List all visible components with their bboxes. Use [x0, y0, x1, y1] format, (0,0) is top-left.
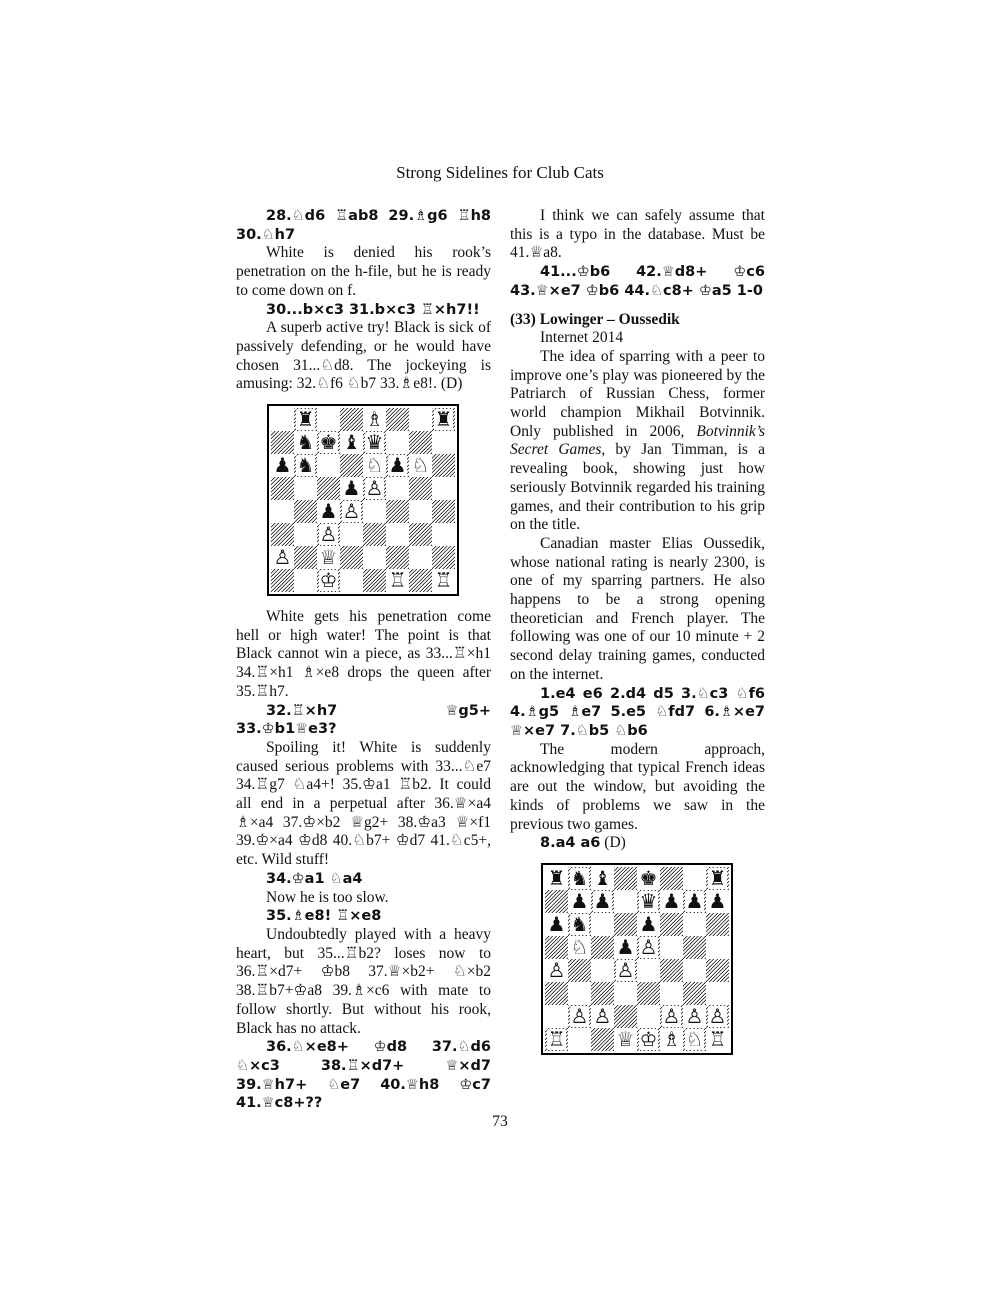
chess-piece-icon: ♟ — [616, 934, 635, 959]
board-square — [706, 890, 729, 913]
chess-piece-icon: ♙ — [273, 545, 292, 570]
board-square — [683, 982, 706, 1005]
chess-piece-icon: ♖ — [547, 1026, 566, 1051]
board-square — [271, 477, 294, 500]
chess-piece-icon: ♕ — [319, 545, 338, 570]
chess-piece-icon: ♛ — [365, 430, 384, 455]
board-square — [432, 454, 455, 477]
board-square — [294, 523, 317, 546]
board-square — [386, 546, 409, 569]
chess-piece-icon: ♔ — [319, 568, 338, 593]
board-square — [568, 1005, 591, 1028]
board-square — [591, 936, 614, 959]
chess-piece-icon: ♙ — [662, 1003, 681, 1028]
board-square — [568, 959, 591, 982]
commentary-paragraph: I think we can safely assume that this is a typo in the database. Must be 41.♕a8. — [510, 207, 765, 262]
board-square — [614, 890, 637, 913]
board-square — [317, 454, 340, 477]
board-square — [432, 408, 455, 431]
board-square — [409, 500, 432, 523]
chess-piece-icon: ♙ — [593, 1003, 612, 1028]
chess-piece-icon: ♚ — [639, 865, 658, 890]
board-square — [363, 546, 386, 569]
board-square — [363, 500, 386, 523]
board-square — [568, 913, 591, 936]
chess-piece-icon: ♟ — [685, 888, 704, 913]
book-title: Botvinnik’s Secret Games — [510, 422, 765, 459]
chess-piece-icon: ♟ — [388, 453, 407, 478]
board-square — [614, 959, 637, 982]
chess-piece-icon: ♘ — [411, 453, 430, 478]
board-square — [568, 890, 591, 913]
chess-piece-icon: ♙ — [547, 957, 566, 982]
chess-piece-icon: ♟ — [708, 888, 727, 913]
board-square — [660, 936, 683, 959]
chess-piece-icon: ♕ — [616, 1026, 635, 1051]
board-square — [660, 1028, 683, 1051]
board-square — [386, 500, 409, 523]
board-square — [409, 454, 432, 477]
board-square — [706, 867, 729, 890]
commentary-paragraph: Canadian master Elias Oussedik, whose national rating is nearly 2300, is one of my sparring partners. He also happens to be a strong opening theoretician and French player. The following was one of our 10 minute + 2 second delay training games, conducted on the internet. — [510, 534, 765, 683]
board-square — [660, 959, 683, 982]
chess-piece-icon: ♔ — [639, 1026, 658, 1051]
board-square — [271, 454, 294, 477]
board-square — [271, 569, 294, 592]
board-square — [637, 1028, 660, 1051]
board-square — [294, 546, 317, 569]
commentary-paragraph: White gets his penetration come hell or high water! The point is that Black cannot win a piece, as 33...♖×h1 34.♖×h1 ♗×e8 drops the queen after 35.♖h7. — [236, 608, 491, 700]
board-square — [340, 477, 363, 500]
game-event: Internet 2014 — [540, 329, 624, 347]
board-square — [432, 523, 455, 546]
page-number: 73 — [492, 1113, 508, 1130]
board-square — [386, 523, 409, 546]
chess-piece-icon: ♗ — [662, 1026, 681, 1051]
board-square — [271, 500, 294, 523]
board-square — [271, 431, 294, 454]
board-square — [409, 408, 432, 431]
board-square — [409, 546, 432, 569]
board-square — [614, 1028, 637, 1051]
chess-piece-icon: ♞ — [296, 453, 315, 478]
board-square — [545, 959, 568, 982]
game-heading: (33) Lowinger – Oussedik — [510, 310, 680, 328]
board-square — [660, 890, 683, 913]
chess-piece-icon: ♟ — [570, 888, 589, 913]
board-square — [568, 1028, 591, 1051]
chess-piece-icon: ♙ — [365, 476, 384, 501]
board-square — [340, 454, 363, 477]
board-square — [568, 936, 591, 959]
move-text: 8.a4 a6 — [540, 835, 601, 852]
commentary-paragraph — [510, 348, 765, 535]
board-square — [683, 913, 706, 936]
chess-board — [267, 404, 459, 596]
board-square — [706, 1028, 729, 1051]
board-square — [706, 936, 729, 959]
chess-piece-icon: ♝ — [593, 865, 612, 890]
board-square — [591, 959, 614, 982]
board-square — [386, 569, 409, 592]
board-square — [317, 500, 340, 523]
board-square — [614, 982, 637, 1005]
chess-piece-icon: ♟ — [593, 888, 612, 913]
right-column — [510, 207, 765, 1067]
board-square — [591, 890, 614, 913]
board-square — [340, 408, 363, 431]
chess-piece-icon: ♙ — [685, 1003, 704, 1028]
board-square — [340, 431, 363, 454]
board-square — [637, 959, 660, 982]
board-square — [432, 546, 455, 569]
move-line: 32.♖×h7 ♕g5+ 33.♔b1♕e3? — [236, 702, 491, 738]
move-line: 36.♘×e8+ ♔d8 37.♘d6 ♘×c3 38.♖×d7+ ♕×d7 39.♕h7+ ♘e7 40.♕h8 ♔c7 41.♕c8+?? — [236, 1039, 491, 1112]
board-square — [294, 569, 317, 592]
board-square — [545, 936, 568, 959]
chess-piece-icon: ♗ — [365, 407, 384, 432]
board-square — [386, 477, 409, 500]
board-square — [706, 1005, 729, 1028]
board-square — [409, 523, 432, 546]
board-square — [432, 431, 455, 454]
chess-piece-icon: ♜ — [296, 407, 315, 432]
move-line — [510, 834, 765, 853]
board-square — [637, 867, 660, 890]
board-square — [545, 1028, 568, 1051]
board-square — [545, 890, 568, 913]
chess-piece-icon: ♙ — [319, 522, 338, 547]
board-square — [294, 431, 317, 454]
board-square — [271, 523, 294, 546]
board-square — [545, 982, 568, 1005]
board-square — [568, 867, 591, 890]
board-square — [271, 408, 294, 431]
chess-piece-icon: ♜ — [434, 407, 453, 432]
board-square — [591, 1028, 614, 1051]
commentary-paragraph: Now he is too slow. — [266, 888, 389, 906]
chess-piece-icon: ♘ — [570, 934, 589, 959]
chess-diagram — [236, 404, 491, 596]
board-square — [363, 523, 386, 546]
board-square — [409, 477, 432, 500]
chess-piece-icon: ♙ — [570, 1003, 589, 1028]
chess-piece-icon: ♝ — [342, 430, 361, 455]
chess-piece-icon: ♟ — [547, 911, 566, 936]
board-square — [432, 477, 455, 500]
board-square — [614, 913, 637, 936]
diagram-marker: (D) — [600, 834, 626, 852]
text-run: , by Jan Timman, is a revealing book, showing just how seriously Botvinnik regarded his training games, and their contribution to his grip on the title. — [510, 441, 766, 534]
board-square — [637, 1005, 660, 1028]
board-square — [317, 431, 340, 454]
board-square — [660, 982, 683, 1005]
commentary-paragraph: A superb active try! Black is sick of passively defending, or he would have chosen 31...♘d8. The jockeying is amusing: 32.♘f6 ♘b7 33.♗e8!. (D) — [236, 319, 491, 393]
board-square — [683, 936, 706, 959]
board-square — [683, 1005, 706, 1028]
board-square — [340, 546, 363, 569]
chess-piece-icon: ♙ — [639, 934, 658, 959]
chess-piece-icon: ♙ — [616, 957, 635, 982]
chess-piece-icon: ♘ — [365, 453, 384, 478]
board-square — [317, 523, 340, 546]
board-square — [409, 431, 432, 454]
board-square — [660, 867, 683, 890]
move-line: 35.♗e8! ♖×e8 — [266, 908, 382, 925]
chess-piece-icon: ♘ — [685, 1026, 704, 1051]
chess-piece-icon: ♙ — [342, 499, 361, 524]
chess-piece-icon: ♜ — [547, 865, 566, 890]
board-square — [614, 1005, 637, 1028]
board-square — [545, 1005, 568, 1028]
board-square — [363, 569, 386, 592]
board-square — [409, 569, 432, 592]
board-square — [591, 982, 614, 1005]
board-square — [660, 913, 683, 936]
board-square — [317, 477, 340, 500]
board-square — [294, 500, 317, 523]
move-line: 28.♘d6 ♖ab8 29.♗g6 ♖h8 30.♘h7 — [236, 208, 491, 243]
text-run: The idea of sparring with a peer to improve one’s play was pioneered by the Patriarch of Russian Chess, former world champion Mikhail Botvinnik. Only published in 2006, — [510, 347, 765, 440]
chess-piece-icon: ♖ — [708, 1026, 727, 1051]
move-line: 1.e4 e6 2.d4 d5 3.♘c3 ♘f6 4.♗g5 ♗e7 5.e5 ♘fd7 6.♗×e7 ♕×e7 7.♘b5 ♘b6 — [510, 685, 765, 739]
board-square — [386, 454, 409, 477]
board-square — [271, 546, 294, 569]
board-square — [363, 454, 386, 477]
chess-piece-icon: ♙ — [708, 1003, 727, 1028]
board-square — [545, 913, 568, 936]
board-square — [614, 867, 637, 890]
board-square — [591, 913, 614, 936]
chess-piece-icon: ♜ — [708, 865, 727, 890]
chess-piece-icon: ♛ — [639, 888, 658, 913]
board-square — [683, 867, 706, 890]
board-square — [568, 982, 591, 1005]
commentary-paragraph: White is denied his rook’s penetration on the h-file, but he is ready to come down on f. — [236, 244, 491, 299]
board-square — [683, 959, 706, 982]
board-square — [637, 913, 660, 936]
board-square — [432, 500, 455, 523]
chess-piece-icon: ♞ — [570, 911, 589, 936]
commentary-paragraph: Undoubtedly played with a heavy heart, but 35...♖b2? loses now to 36.♖×d7+ ♔b8 37.♕×b2+ ♘×b2 38.♖b7+♔a8 39.♗×c6 with mate to follow shortly. But without his rook, Black has no attack. — [236, 925, 491, 1037]
board-square — [317, 408, 340, 431]
board-square — [637, 936, 660, 959]
board-square — [340, 500, 363, 523]
commentary-paragraph: The modern approach, acknowledging that typical French ideas are out the window, but avoiding the kinds of problems we saw in the previous two games. — [510, 740, 765, 833]
chess-piece-icon: ♟ — [273, 453, 292, 478]
chess-board — [541, 863, 733, 1055]
board-square — [683, 1028, 706, 1051]
left-column — [236, 207, 491, 1113]
chess-piece-icon: ♚ — [319, 430, 338, 455]
board-square — [294, 408, 317, 431]
commentary-paragraph: Spoiling it! White is suddenly caused serious problems with 33...♘e7 34.♖g7 ♘a4+! 35.♔a1 ♖b2. It could all end in a perpetual after 36.♕×a4 ♗×a4 37.♔×b2 ♕g2+ 38.♔a3 ♕×f1 39.♔×a4 ♔d8 40.♘b7+ ♔d7 41.♘c5+, etc. Wild stuff! — [236, 738, 491, 869]
board-square — [317, 569, 340, 592]
board-square — [363, 477, 386, 500]
board-square — [386, 408, 409, 431]
board-square — [294, 477, 317, 500]
chess-piece-icon: ♟ — [342, 476, 361, 501]
chess-piece-icon: ♟ — [319, 499, 338, 524]
chess-piece-icon: ♟ — [639, 911, 658, 936]
board-square — [591, 1005, 614, 1028]
move-line: 30...b×c3 31.b×c3 ♖×h7!! — [266, 301, 480, 318]
chess-piece-icon: ♟ — [662, 888, 681, 913]
board-square — [386, 431, 409, 454]
board-square — [706, 982, 729, 1005]
board-square — [432, 569, 455, 592]
board-square — [683, 890, 706, 913]
board-square — [363, 408, 386, 431]
board-square — [317, 546, 340, 569]
board-square — [363, 431, 386, 454]
move-line: 34.♔a1 ♘a4 — [266, 870, 363, 887]
board-square — [660, 1005, 683, 1028]
board-square — [294, 454, 317, 477]
chess-diagram — [510, 863, 765, 1055]
move-line: 41...♔b6 42.♕d8+ ♔c6 43.♕×e7 ♔b6 44.♘c8+ ♔a5 1-0 — [510, 264, 765, 299]
chess-piece-icon: ♞ — [296, 430, 315, 455]
board-square — [614, 936, 637, 959]
chess-piece-icon: ♖ — [388, 568, 407, 593]
board-square — [706, 913, 729, 936]
board-square — [340, 569, 363, 592]
chess-piece-icon: ♞ — [570, 865, 589, 890]
board-square — [706, 959, 729, 982]
board-square — [637, 890, 660, 913]
chess-piece-icon: ♖ — [434, 568, 453, 593]
board-square — [591, 867, 614, 890]
running-head: Strong Sidelines for Club Cats — [396, 163, 604, 182]
board-square — [637, 982, 660, 1005]
board-square — [340, 523, 363, 546]
board-square — [545, 867, 568, 890]
